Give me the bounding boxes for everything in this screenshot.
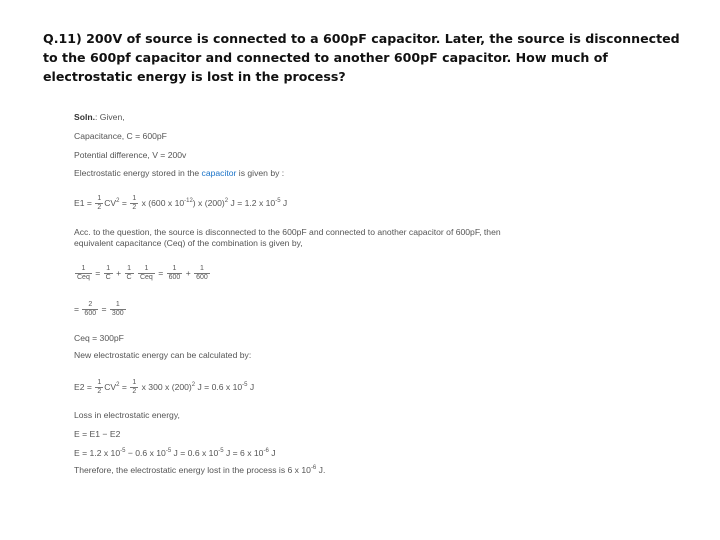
simplify-eq-2: = (101, 303, 107, 314)
ceq-plus-2: + (185, 267, 191, 278)
loss-heading: Loss in electrostatic energy, (74, 410, 180, 420)
frac-1-c-a-den: C (105, 274, 111, 281)
half-den-3: 2 (97, 388, 102, 395)
loss-calc-c: J = 0.6 x 10 (171, 448, 219, 458)
e1-exp1: -12 (184, 197, 193, 204)
frac-2-600-num: 2 (82, 301, 98, 310)
e2-cv-exp: 2 (116, 381, 120, 388)
loss-formula: E = E1 − E2 (74, 429, 121, 439)
e2-cv: CV (104, 381, 117, 392)
therefore-line (74, 465, 325, 476)
loss-exp-b: -5 (165, 448, 172, 455)
acc-line-1: Acc. to the question, the source is disconnected to the 600pF and connected to another capacitor of 600pF, then (74, 227, 501, 237)
therefore-exp: -6 (310, 465, 317, 472)
e2-equation (74, 379, 254, 396)
ceq-result: Ceq = 300pF (74, 333, 124, 343)
e1-cv-exp: 2 (116, 197, 120, 204)
e1-rest3: J = 1.2 x 10 (228, 197, 276, 208)
frac-1-ceq-den: Ceq (77, 274, 90, 281)
new-energy-intro: New electrostatic energy can be calculated by: (74, 350, 252, 360)
loss-unit: J (268, 448, 276, 458)
frac-1-c-b-num: 1 (125, 265, 134, 274)
half-fraction-3 (95, 379, 103, 396)
frac-1-ceq-2-den: Ceq (139, 274, 153, 281)
frac-1-300 (110, 301, 126, 318)
frac-1-c-a-num: 1 (104, 265, 113, 274)
frac-1-600-b-den: 600 (196, 274, 208, 281)
e1-lhs: E1 = (74, 197, 95, 208)
e2-lhs: E2 = (74, 381, 95, 392)
frac-1-600-a (167, 265, 183, 282)
e1-rest: x (600 x 10 (139, 197, 185, 208)
frac-1-c-a (104, 265, 113, 282)
frac-2-600 (82, 301, 98, 318)
simplify-eq-1: = (74, 303, 80, 314)
given-potential: Potential difference, V = 200v (74, 150, 187, 160)
e2-exp-sq: 2 (191, 381, 196, 388)
frac-1-ceq-2 (138, 265, 155, 282)
frac-1-600-b-num: 1 (194, 265, 210, 274)
half-fraction (95, 195, 103, 212)
ceq-equation (74, 265, 211, 282)
frac-2-600-den: 600 (84, 310, 97, 317)
ceq-eq-1: = (95, 267, 101, 278)
soln-label-rest: : Given, (95, 112, 125, 122)
half-den: 2 (97, 204, 102, 211)
frac-1-300-den: 300 (111, 310, 124, 317)
loss-calc-d: J = 6 x 10 (223, 448, 264, 458)
acc-line-2: equivalent capacitance (Ceq) of the combination is given by, (74, 238, 303, 248)
ceq-plus-1: + (116, 267, 122, 278)
half-num-2: 1 (132, 195, 137, 202)
therefore-a: Therefore, the electrostatic energy lost in the process is 6 x 10 (74, 465, 311, 475)
e2-eq: = (119, 381, 130, 392)
half-fraction-4 (130, 379, 138, 396)
half-num-3: 1 (97, 379, 102, 386)
energy-intro (74, 168, 284, 179)
loss-exp-a: -5 (120, 448, 126, 455)
loss-exp-d: -6 (263, 448, 269, 455)
ceq-eq-2: = (158, 267, 164, 278)
e2-rest: x 300 x (200) (139, 381, 192, 392)
e2-rest2: J = 0.6 x 10 (195, 381, 243, 392)
soln-label: Soln. (74, 112, 96, 122)
frac-1-300-num: 1 (110, 301, 126, 310)
e1-exp2: 2 (224, 197, 229, 204)
given-capacitance: Capacitance, C = 600pF (74, 131, 167, 141)
frac-1-c-b (125, 265, 134, 282)
half-den-4: 2 (132, 388, 137, 395)
energy-intro-a: Electrostatic energy stored in the (74, 168, 202, 178)
loss-calc-b: − 0.6 x 10 (125, 448, 166, 458)
frac-1-ceq-num: 1 (75, 265, 92, 274)
loss-calc-a: E = 1.2 x 10 (74, 448, 121, 458)
loss-exp-c: -5 (218, 448, 224, 455)
half-fraction-2 (130, 195, 138, 212)
energy-intro-b: is given by : (236, 168, 285, 178)
loss-calc (74, 448, 276, 459)
frac-1-600-b (194, 265, 210, 282)
solution-heading (74, 112, 125, 123)
e1-rest2: ) x (200) (192, 197, 225, 208)
e1-unit: J (280, 197, 288, 208)
e1-cv: CV (104, 197, 117, 208)
e2-exp: -5 (242, 381, 248, 388)
e1-equation (74, 195, 287, 212)
ceq-simplify (74, 301, 127, 318)
therefore-unit: J. (316, 465, 326, 475)
frac-1-ceq-2-num: 1 (138, 265, 155, 274)
capacitor-link[interactable]: capacitor (201, 168, 237, 178)
frac-1-600-a-num: 1 (167, 265, 183, 274)
e1-exp3: -5 (275, 197, 281, 204)
frac-1-ceq (75, 265, 92, 282)
half-num-4: 1 (132, 379, 137, 386)
question-text: Q.11) 200V of source is connected to a 600pF capacitor. Later, the source is disconnected to the 600pf capacitor and connected to another 600pF capacitor. How much of electrostatic energy is lost in the process? (43, 31, 680, 84)
e2-unit: J (247, 381, 255, 392)
half-num: 1 (97, 195, 102, 202)
half-den-2: 2 (132, 204, 137, 211)
frac-1-c-b-den: C (126, 274, 132, 281)
e1-eq: = (119, 197, 130, 208)
frac-1-600-a-den: 600 (168, 274, 181, 281)
